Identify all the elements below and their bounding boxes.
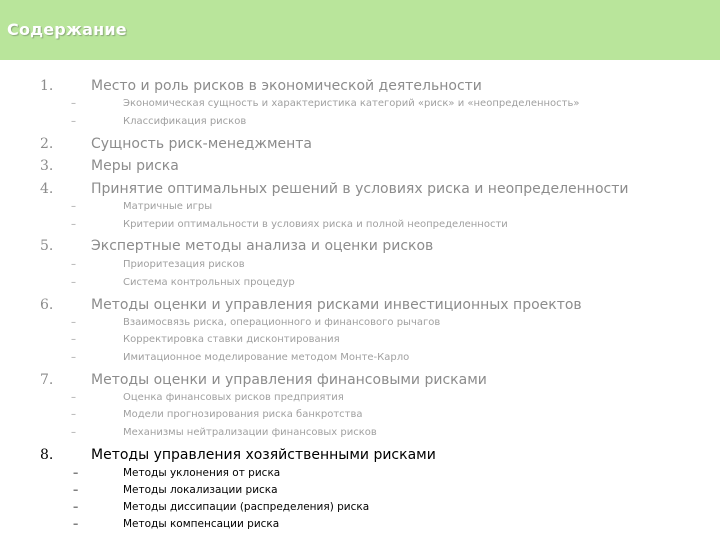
sub-dash: – [71,352,76,363]
toc-subitem: Методы компенсации риска [123,518,280,530]
sub-dash: – [71,317,76,328]
toc-number-active: 8. [40,447,54,463]
toc-subitem: Методы диссипации (распределения) риска [123,501,370,513]
toc-item-title: Место и роль рисков в экономической деятельности [91,78,482,94]
sub-dash: – [73,518,79,530]
toc-number: 3. [40,158,54,174]
sub-dash: – [71,201,76,212]
toc-subitem: Критерии оптимальности в условиях риска и полной неопределенности [123,219,508,230]
toc-subitem: Модели прогнозирования риска банкротства [123,409,363,420]
sub-dash: – [73,467,79,479]
toc-subitem: Имитационное моделирование методом Монте-Карло [123,352,410,363]
toc-number: 5. [40,238,54,254]
toc-subitem: Взаимосвязь риска, операционного и финансового рычагов [123,317,441,328]
toc-item-title: Методы оценки и управления финансовыми рисками [91,372,487,388]
toc-item-title: Принятие оптимальных решений в условиях риска и неопределенности [91,181,629,197]
toc-number: 1. [40,78,54,94]
toc-number: 7. [40,372,54,388]
toc-item-title: Экспертные методы анализа и оценки рисков [91,238,434,254]
toc-number: 6. [40,297,54,313]
toc-item-title: Меры риска [91,158,179,174]
sub-dash: – [71,409,76,420]
sub-dash: – [71,427,76,438]
toc-subitem: Методы уклонения от риска [123,467,281,479]
sub-dash: – [73,484,79,496]
sub-dash: – [71,334,76,345]
sub-dash: – [71,392,76,403]
toc-subitem: Методы локализации риска [123,484,278,496]
sub-dash: – [73,501,79,513]
toc-subitem: Система контрольных процедур [123,277,295,288]
page-title: Содержание [7,20,127,39]
toc-subitem: Оценка финансовых рисков предприятия [123,392,344,403]
sub-dash: – [71,277,76,288]
toc-number: 2. [40,136,54,152]
toc-subitem: Приоритезация рисков [123,259,245,270]
toc-item-title: Методы оценки и управления рисками инвестиционных проектов [91,297,582,313]
toc-subitem: Экономическая сущность и характеристика категорий «риск» и «неопределенность» [123,98,580,109]
toc-item-title: Сущность риск-менеджмента [91,136,313,152]
toc-subitem: Классификация рисков [123,116,247,127]
sub-dash: – [71,259,76,270]
toc-number: 4. [40,181,54,197]
toc-subitem: Корректировка ставки дисконтирования [123,334,340,345]
sub-dash: – [71,98,76,109]
sub-dash: – [71,219,76,230]
toc-subitem: Матричные игры [123,201,213,212]
toc-item-title-active: Методы управления хозяйственными рисками [91,447,436,463]
sub-dash: – [71,116,76,127]
toc-subitem: Механизмы нейтрализации финансовых рисков [123,427,377,438]
